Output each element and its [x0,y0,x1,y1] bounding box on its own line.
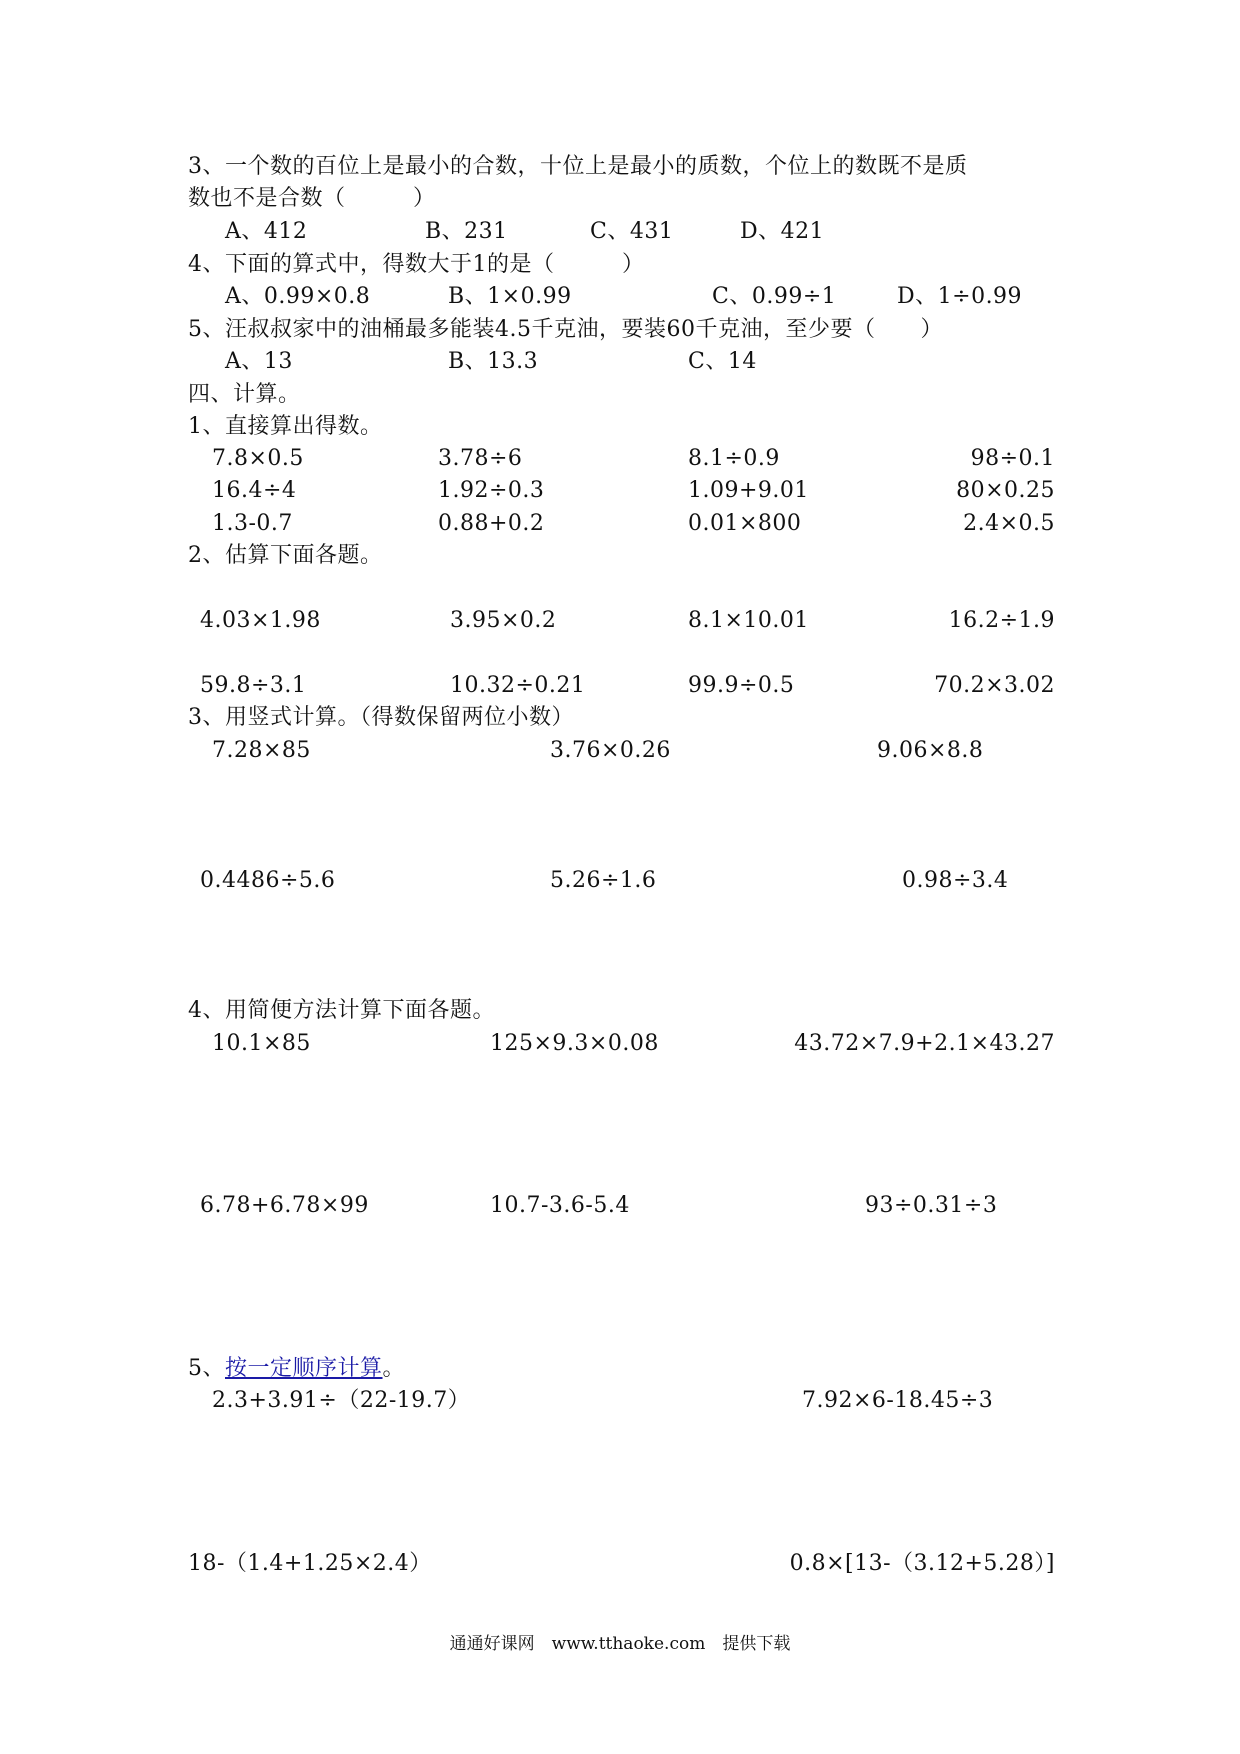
part2-title: 2、估算下面各题。 [188,543,383,568]
p4-r2-c3: 93÷0.31÷3 [865,1193,998,1218]
p3-r1-c1: 7.28×85 [212,738,311,763]
p4-r1-c2: 125×9.3×0.08 [490,1031,659,1056]
p4-r2-c1: 6.78+6.78×99 [200,1193,369,1218]
q3-text-line2: 数也不是合数（ ） [188,186,436,211]
p1-r1-c1: 7.8×0.5 [212,446,304,471]
p3-r1-c3: 9.06×8.8 [877,738,984,763]
q3-option-c: C、431 [590,219,674,244]
q5-option-b: B、13.3 [448,349,539,374]
p2-r1-c1: 4.03×1.98 [200,608,321,633]
p1-r2-c1: 16.4÷4 [212,478,297,503]
q3-option-d: D、421 [740,219,825,244]
p2-r2-c4: 70.2×3.02 [934,673,1055,698]
p3-r2-c1: 0.4486÷5.6 [200,868,336,893]
p3-r1-c2: 3.76×0.26 [550,738,671,763]
p2-r1-c3: 8.1×10.01 [688,608,809,633]
q3-option-a: A、412 [225,219,308,244]
p1-r1-c4: 98÷0.1 [970,446,1055,471]
section4-heading: 四、计算。 [188,382,301,407]
p1-r3-c1: 1.3-0.7 [212,511,293,536]
page-footer: 通通好课网 www.tthaoke.com 提供下载 [449,1634,791,1654]
p2-r1-c4: 16.2÷1.9 [948,608,1055,633]
q5-text: 5、汪叔叔家中的油桶最多能装4.5千克油，要装60千克油，至少要（ ） [188,317,943,342]
p3-r2-c2: 5.26÷1.6 [550,868,657,893]
part5-number: 5、 [188,1356,225,1381]
p1-r2-c2: 1.92÷0.3 [438,478,545,503]
p2-r2-c2: 10.32÷0.21 [450,673,586,698]
p1-r2-c4: 80×0.25 [956,478,1055,503]
q4-option-d: D、1÷0.99 [897,284,1023,309]
part3-title: 3、用竖式计算。（得数保留两位小数） [188,705,574,730]
part1-title: 1、直接算出得数。 [188,414,383,439]
part5-link[interactable]: 按一定顺序计算 [225,1356,383,1381]
part5-suffix: 。 [382,1356,406,1381]
p1-r3-c4: 2.4×0.5 [963,511,1055,536]
p5-r2-c1: 18-（1.4+1.25×2.4） [188,1551,432,1576]
p4-r1-c1: 10.1×85 [212,1031,311,1056]
q3-option-b: B、231 [425,219,508,244]
q4-text: 4、下面的算式中，得数大于1的是（ ） [188,252,645,277]
q3-text-line1: 3、一个数的百位上是最小的合数，十位上是最小的质数，个位上的数既不是质 [188,154,968,179]
q5-option-a: A、13 [225,349,293,374]
p5-r1-c1: 2.3+3.91÷（22-19.7） [212,1388,471,1413]
q4-option-b: B、1×0.99 [448,284,572,309]
p1-r3-c2: 0.88+0.2 [438,511,545,536]
q4-option-c: C、0.99÷1 [712,284,837,309]
p5-r2-c2: 0.8×[13-（3.12+5.28）] [789,1551,1055,1576]
p3-r2-c3: 0.98÷3.4 [902,868,1009,893]
p4-r2-c2: 10.7-3.6-5.4 [490,1193,630,1218]
p2-r2-c1: 59.8÷3.1 [200,673,307,698]
part5-title [188,1354,405,1384]
p1-r3-c3: 0.01×800 [688,511,802,536]
p2-r1-c2: 3.95×0.2 [450,608,557,633]
p1-r1-c3: 8.1÷0.9 [688,446,780,471]
p4-r1-c3: 43.72×7.9+2.1×43.27 [794,1031,1055,1056]
p5-r1-c2: 7.92×6-18.45÷3 [802,1388,994,1413]
part4-title: 4、用简便方法计算下面各题。 [188,998,495,1023]
q5-option-c: C、14 [688,349,757,374]
p1-r1-c2: 3.78÷6 [438,446,523,471]
q4-option-a: A、0.99×0.8 [225,284,371,309]
p2-r2-c3: 99.9÷0.5 [688,673,795,698]
p1-r2-c3: 1.09+9.01 [688,478,809,503]
